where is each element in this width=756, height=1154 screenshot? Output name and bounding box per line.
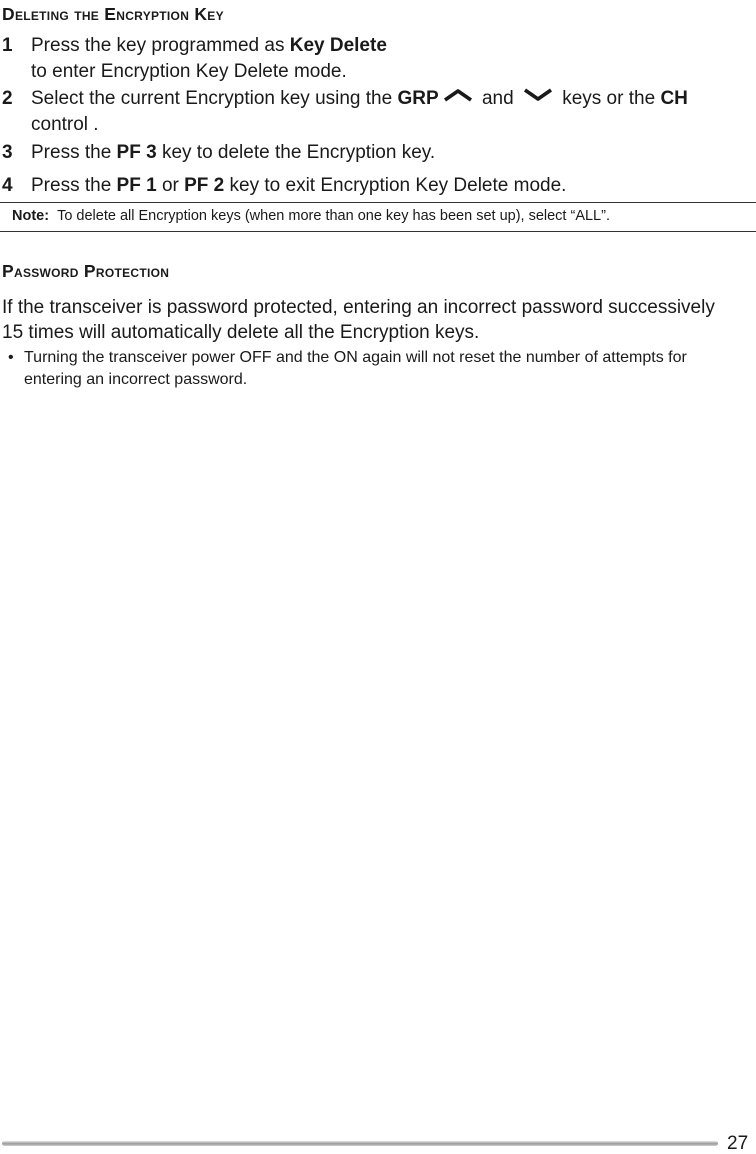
step-number: 2 — [2, 88, 13, 109]
chevron-up-icon — [442, 84, 474, 110]
bullet-mark: • — [8, 349, 14, 366]
step-text: Press the PF 3 key to delete the Encryption key. — [31, 142, 436, 163]
step-number: 3 — [2, 142, 13, 163]
chevron-down-icon — [522, 84, 554, 110]
note — [12, 206, 610, 226]
step-text: Press the PF 1 or PF 2 key to exit Encryption Key Delete mode. — [31, 175, 567, 196]
step-text-continued: to enter Encryption Key Delete mode. — [31, 61, 347, 82]
note-bottom-rule — [0, 231, 756, 232]
password-paragraph: If the transceiver is password protected, entering an incorrect password successively 15 times will automatically delete all the Encryption keys. — [2, 297, 715, 343]
section-heading-deleting-key: Deleting the Encryption Key — [2, 4, 224, 24]
note-top-rule — [0, 202, 756, 203]
key-name: PF 2 — [184, 175, 225, 196]
step-number: 4 — [2, 175, 13, 196]
page-footer-bar — [2, 1141, 718, 1146]
step-text: Press the key programmed as Key Delete to enter Encryption Key Delete mode. — [31, 35, 387, 82]
note-label: Note: — [12, 208, 50, 224]
key-name: Key Delete — [289, 35, 387, 56]
page-number: 27 — [727, 1133, 749, 1154]
key-name: GRP — [397, 88, 439, 110]
section-heading-password-protection: Password Protection — [2, 261, 170, 281]
key-name: PF 1 — [116, 175, 157, 196]
key-name: PF 3 — [116, 142, 157, 163]
note-text: To delete all Encryption keys (when more than one key has been set up), select “ALL”. — [57, 208, 610, 224]
step-number: 1 — [2, 35, 13, 56]
step-text: Select the current Encryption key using the GRP and keys or the CH control . — [31, 86, 740, 138]
key-name: CH — [660, 88, 688, 110]
bullet-text: Turning the transceiver power OFF and the ON again will not reset the number of attempts for entering an incorrect password. — [24, 349, 687, 388]
